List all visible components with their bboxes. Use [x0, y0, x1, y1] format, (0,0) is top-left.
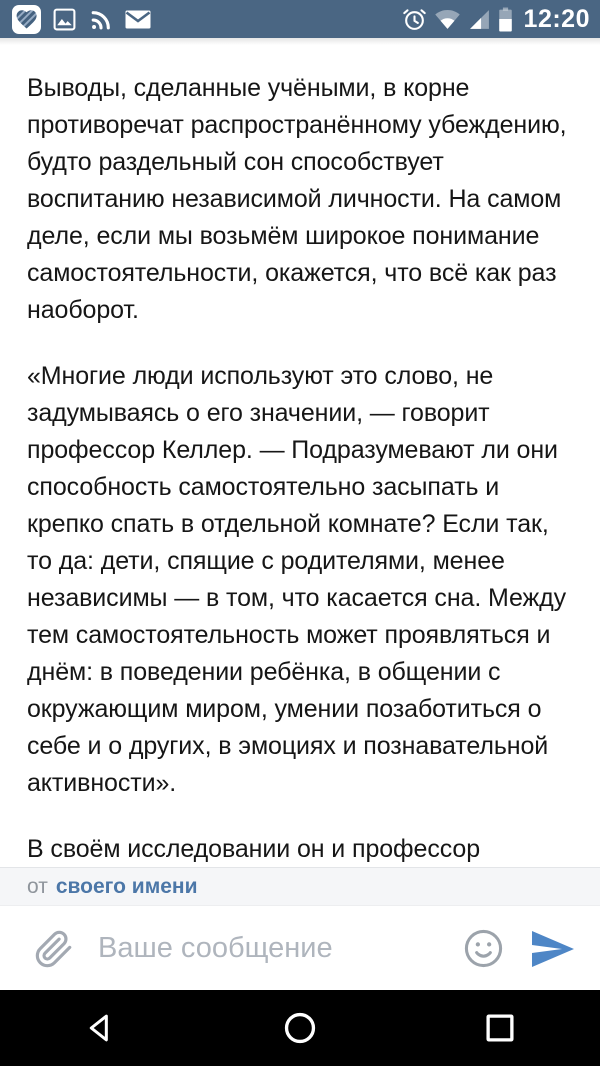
- status-time: 12:20: [523, 4, 590, 33]
- reply-identity-link[interactable]: своего имени: [55, 874, 198, 898]
- rss-icon: [88, 7, 113, 32]
- wifi-icon: [434, 8, 461, 31]
- send-icon[interactable]: [528, 925, 576, 973]
- back-button[interactable]: [0, 990, 200, 1066]
- message-input[interactable]: [98, 932, 463, 965]
- status-bar: [0, 0, 600, 38]
- striped-heart-app-icon: [12, 5, 41, 34]
- paperclip-icon[interactable]: [34, 929, 74, 969]
- article-paragraph: В своём исследовании он и профессор: [27, 835, 481, 863]
- status-bar-shadow: [0, 38, 600, 45]
- recents-button[interactable]: [400, 990, 600, 1066]
- article-paragraph: «Многие люди используют это слово, не задумываясь о его значении, — говорит профессор Келлер. — Подразумевают ли они способность самостоятельно засыпать и крепко спать в отдельной комнате? Если так, то да: дети, спящие с родителями, менее независимы — в том, что касается сна. Между тем самостоятельность может проявляться и днём: в поведении ребёнка, в общении с окружающим миром, умении позаботиться о себе и о других, в эмоциях и познавательной активности».: [27, 362, 567, 797]
- system-status-icons: [402, 5, 590, 34]
- notification-icons: [12, 5, 152, 34]
- smiley-icon[interactable]: [463, 928, 504, 969]
- alarm-icon: [402, 7, 427, 32]
- android-nav-bar: [0, 990, 600, 1066]
- message-composer: [0, 907, 600, 990]
- home-button[interactable]: [200, 990, 400, 1066]
- gallery-icon: [52, 7, 77, 32]
- article-paragraph: Выводы, сделанные учёными, в корне противоречат распространённому убеждению, будто раздельный сон способствует воспитанию независимой личности. На самом деле, если мы возьмём широкое понимание самостоятельности, окажется, что всё как раз наоборот.: [27, 74, 567, 324]
- email-icon: [124, 7, 152, 32]
- cell-signal-icon: [468, 8, 491, 31]
- article-text: [0, 38, 600, 867]
- reply-as-bar: [0, 867, 600, 906]
- reply-as-prefix: от: [27, 874, 48, 898]
- battery-icon: [498, 7, 513, 32]
